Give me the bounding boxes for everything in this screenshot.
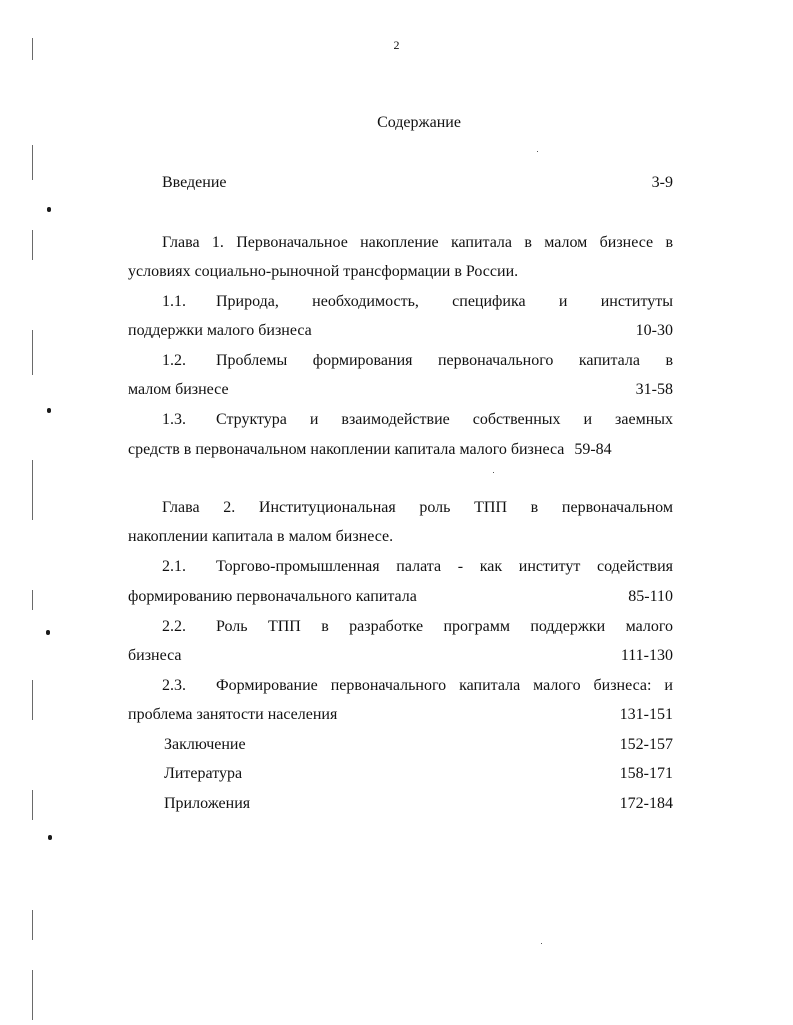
scan-speck [537, 151, 538, 152]
section-title-cont: средств в первоначальном накоплении капитала малого бизнеса 59-84 [128, 441, 612, 458]
section-number: 2.3. [162, 677, 186, 694]
section-title: Проблемы формирования первоначального капитала в [216, 352, 673, 369]
toc-pages: 131-151 [619, 706, 673, 723]
scan-mark [47, 408, 51, 413]
toc-title: Содержание [377, 114, 461, 131]
toc-pages: 31-58 [635, 381, 673, 398]
toc-label: Введение [162, 174, 227, 191]
toc-pages: 172-184 [619, 795, 673, 812]
section-title-cont: формированию первоначального капитала [128, 588, 417, 605]
toc-pages: 10-30 [635, 322, 673, 339]
toc-label: Заключение [164, 736, 246, 753]
toc-pages: 85-110 [628, 588, 673, 605]
section-number: 2.2. [162, 618, 186, 635]
section-title-cont: бизнеса [128, 647, 182, 664]
toc-pages: 152-157 [619, 736, 673, 753]
scan-edge [32, 30, 33, 1020]
scan-mark [46, 630, 50, 635]
chapter-heading-cont: условиях социально-рыночной трансформации в России. [128, 263, 519, 280]
toc-pages: 3-9 [651, 174, 673, 191]
section-number: 1.3. [162, 411, 186, 428]
section-title-cont: проблема занятости населения [128, 706, 338, 723]
scan-mark [48, 835, 52, 840]
section-number: 1.1. [162, 293, 186, 310]
section-title: Формирование первоначального капитала малого бизнеса: и [216, 677, 673, 694]
section-title: Роль ТПП в разработке программ поддержки малого [216, 618, 673, 635]
chapter-heading: Глава 1. Первоначальное накопление капитала в малом бизнесе в [162, 234, 673, 251]
section-number: 1.2. [162, 352, 186, 369]
toc-pages: 158-171 [619, 765, 673, 782]
scan-speck [493, 472, 494, 473]
toc-label: Приложения [164, 795, 251, 812]
page-number: 2 [393, 38, 400, 52]
chapter-heading: Глава 2. Институциональная роль ТПП в первоначальном [162, 499, 673, 516]
toc-pages: 111-130 [620, 647, 673, 664]
scan-speck [541, 943, 542, 944]
section-title: Торгово-промышленная палата - как институт содействия [216, 558, 673, 575]
section-title: Природа, необходимость, специфика и институты [216, 293, 673, 310]
toc-label: Литература [164, 765, 243, 782]
section-number: 2.1. [162, 558, 186, 575]
section-title: Структура и взаимодействие собственных и заемных [216, 411, 673, 428]
scan-mark [47, 207, 51, 212]
chapter-heading-cont: накоплении капитала в малом бизнесе. [128, 528, 394, 545]
toc-pages: 59-84 [574, 441, 612, 458]
section-title-cont: малом бизнесе [128, 381, 229, 398]
section-title-cont: поддержки малого бизнеса [128, 322, 312, 339]
